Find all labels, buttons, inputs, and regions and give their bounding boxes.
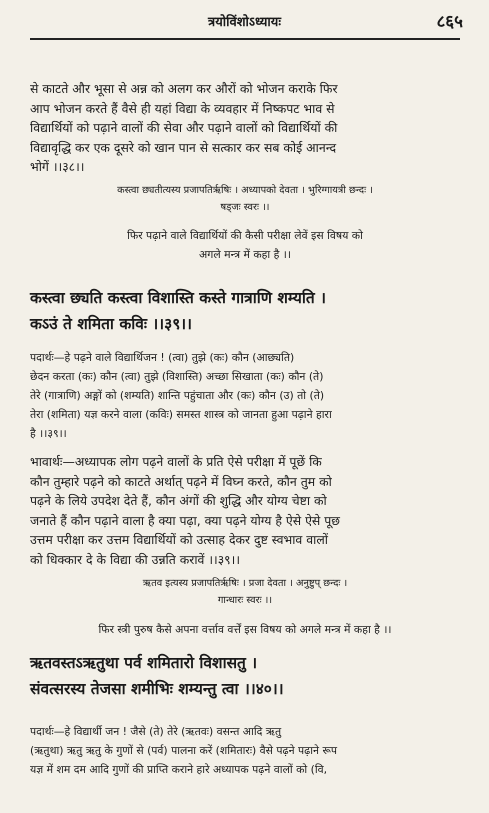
padartha-line: पदार्थः—हे पढ़ने वाले विद्यार्थिजन ! (त्वा) तुझे (कः) कौन (आछ्यति) xyxy=(30,351,295,364)
mantra-meta-39 xyxy=(30,182,460,216)
mantra-line: कऽउं ते शमिता कविः ।।३९।। xyxy=(30,315,193,333)
bhavartha-line: को धिक्कार दे के विद्या की उन्नति करावें ।।३९।। xyxy=(30,551,241,567)
bhavartha-line: भावार्थः—अध्यापक लोग पढ़ने वालों के प्रति ऐसे परीक्षा में पूछें कि xyxy=(30,454,322,469)
context-line: अगले मन्त्र में कहा है ।। xyxy=(199,248,291,261)
text-line: भोगें ।।३८।। xyxy=(30,159,85,175)
text-line: विद्यावृद्धि कर एक दूसरे को खान पान से सत्कार कर सब कोई आनन्द xyxy=(30,139,337,155)
meta-line: गान्धारः स्वरः ।। xyxy=(217,595,273,606)
context-40 xyxy=(30,620,460,639)
text-line: विद्यार्थियों को पढ़ाने वालों की सेवा और पढ़ाने वालों को विद्यार्थियों की xyxy=(30,120,338,136)
intro-paragraph xyxy=(30,79,460,177)
bhavartha-line: पढ़ने के लिये उपदेश देते हैं, कौन अंगों की शुद्धि और योग्य चेष्टा को xyxy=(30,493,327,509)
page-number: ८६५ xyxy=(436,12,463,32)
padartha-line: यज्ञ में शम दम आदि गुणों की प्राप्ति कराने हारे अध्यापक पढ़ने वालों को (वि, xyxy=(30,763,328,776)
mantra-meta-40 xyxy=(30,575,460,609)
mantra-40 xyxy=(30,650,460,702)
context-line: फिर स्त्री पुरुष कैसे अपना वर्त्ताव वर्त्तें इस विषय को अगले मन्त्र में कहा है ।। xyxy=(98,623,392,636)
text-line: आप भोजन करते हैं वैसे ही यहां विद्या के व्यवहार में निष्कपट भाव से xyxy=(30,100,335,116)
padartha-line: तेरा (शमिता) यज्ञ करने वाला (कविः) समस्त शास्त्र को जानता हुआ पढ़ाने हारा xyxy=(30,408,332,421)
chapter-title: त्रयोविंशोऽध्यायः xyxy=(208,15,281,30)
padartha-40 xyxy=(30,722,460,779)
context-line: फिर पढ़ाने वाले विद्यार्थियों की कैसी परीक्षा लेवें इस विषय को xyxy=(127,229,363,242)
meta-line: कस्त्वा छ्यतीत्यस्य प्रजापतिर्ऋषिः । अध्यापको देवता । भुरिग्गायत्री छन्दः । xyxy=(117,185,373,196)
header-rule xyxy=(30,38,460,40)
bhavartha-line: उत्तम परीक्षा कर उत्तम विद्यार्थियों को उत्साह देकर दुष्ट स्वभाव वालों xyxy=(30,532,328,548)
padartha-line: है ।।३९।। xyxy=(30,427,67,440)
mantra-line: ऋतवस्तऽऋतुथा पर्व शमितारो विशासतु । xyxy=(30,654,258,672)
padartha-line: तेरे (गात्राणि) अङ्गों को (शम्यति) शान्ति पहुंचाता और (कः) कौन (उ) तो (ते) xyxy=(30,389,325,402)
meta-line: ऋतव इत्यस्य प्रजापतिर्ऋषिः । प्रजा देवता । अनुष्टुप् छन्दः । xyxy=(142,578,348,589)
text-line: से काटते और भूसा से अन्न को अलग कर औरों को भोजन कराके फिर xyxy=(30,81,338,96)
padartha-line: (ऋतुथा) ऋतु ऋतु के गुणों से (पर्व) पालना करें (शमितारः) वैसे पढ़ने पढ़ाने रूप xyxy=(30,744,337,757)
meta-line: षड्जः स्वरः ।। xyxy=(220,202,270,213)
padartha-39 xyxy=(30,348,460,443)
padartha-line: छेदन करता (कः) कौन (त्वा) तुझे (विशास्ति) अच्छा सिखाता (कः) कौन (ते) xyxy=(30,370,324,383)
mantra-line: संवत्सरस्य तेजसा शमीभिः शम्यन्तु त्वा ।।४०।। xyxy=(30,680,284,698)
padartha-line: पदार्थः—हे विद्यार्थी जन ! जैसे (ते) तेरे (ऋतवः) वसन्त आदि ऋतु xyxy=(30,725,282,738)
mantra-39 xyxy=(30,285,460,337)
mantra-line: कस्त्वा छ्यति कस्त्वा विशास्ति कस्ते गात्राणि शम्यति । xyxy=(30,289,327,307)
context-39 xyxy=(30,226,460,264)
bhavartha-line: जनाते हैं कौन पढ़ाने वाला है क्या पढ़ा, क्या पढ़ने योग्य है ऐसे ऐसे पूछ xyxy=(30,512,340,528)
bhavartha-39 xyxy=(30,452,460,570)
bhavartha-line: कौन तुम्हारे पढ़ने को काटते अर्थात् पढ़ने में विघ्न करते, कौन तुम को xyxy=(30,473,332,489)
